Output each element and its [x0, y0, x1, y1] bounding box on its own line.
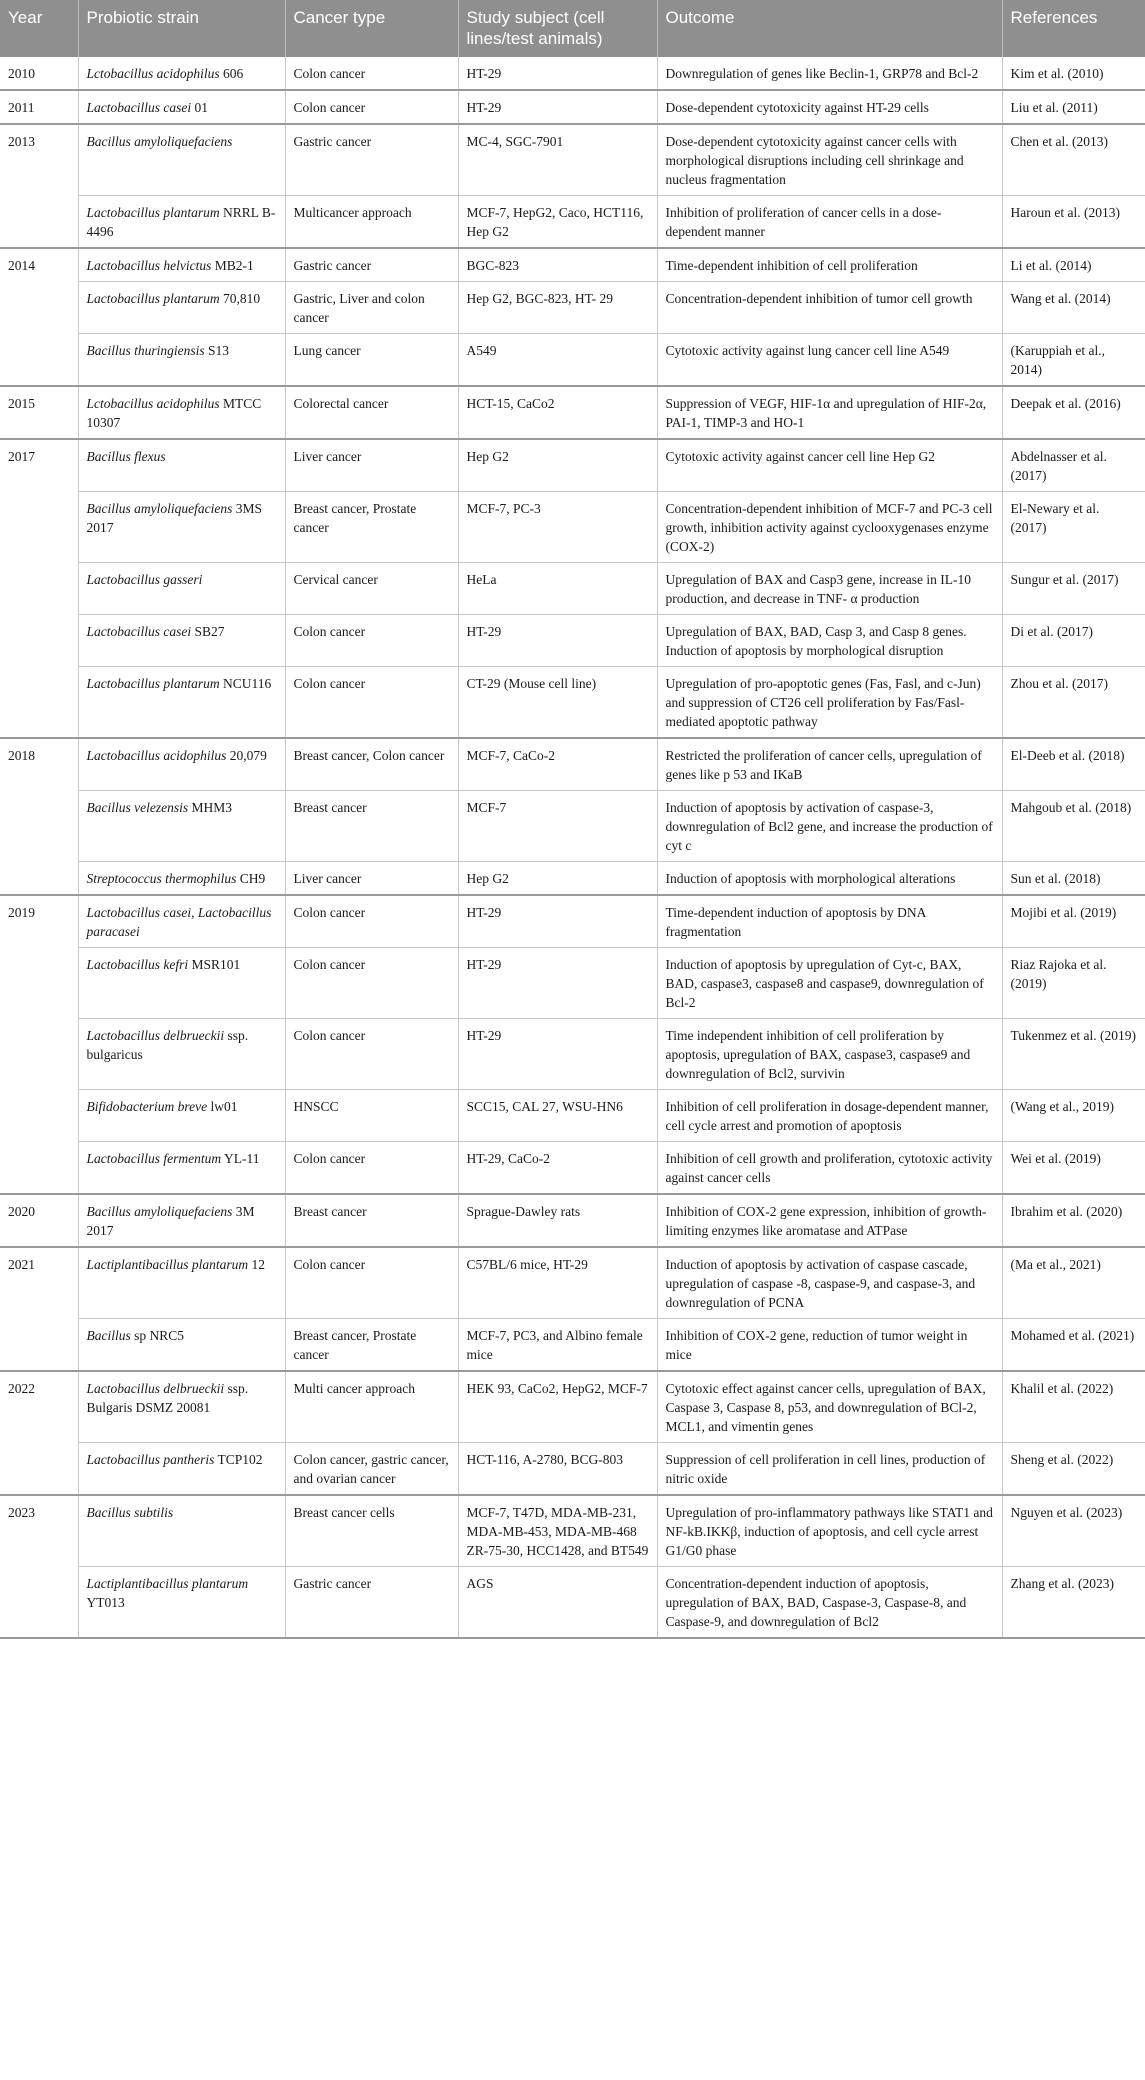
table-row — [0, 57, 1145, 90]
study-subject-cell: CT-29 (Mouse cell line) — [458, 667, 657, 739]
strain-species: Bacillus subtilis — [86, 1505, 174, 1520]
table-row — [0, 124, 1145, 196]
cancer-type-cell: Breast cancer — [285, 1194, 458, 1247]
year-cell: 2021 — [0, 1247, 78, 1371]
year-cell: 2015 — [0, 386, 78, 439]
cancer-type-cell: Cervical cancer — [285, 563, 458, 615]
study-subject-cell: MC-4, SGC-7901 — [458, 124, 657, 196]
reference-cell: Zhang et al. (2023) — [1002, 1567, 1145, 1639]
strain-designation: 3M 2017 — [86, 1204, 255, 1238]
table-row — [0, 90, 1145, 124]
study-subject-cell: MCF-7, PC-3 — [458, 492, 657, 563]
study-subject-cell: HCT-15, CaCo2 — [458, 386, 657, 439]
strain-species: Lctobacillus acidophilus — [86, 66, 220, 81]
cancer-type-cell: Colon cancer — [285, 895, 458, 948]
reference-cell: Li et al. (2014) — [1002, 248, 1145, 282]
reference-cell: Deepak et al. (2016) — [1002, 386, 1145, 439]
strain-designation: NRRL B-4496 — [86, 205, 276, 239]
study-subject-cell: AGS — [458, 1567, 657, 1639]
strain-cell — [78, 895, 285, 948]
study-subject-cell: HT-29 — [458, 948, 657, 1019]
table-header-row — [0, 0, 1145, 57]
cancer-type-cell: Multi cancer approach — [285, 1371, 458, 1443]
strain-species: Lactobacillus acidophilus — [86, 748, 227, 763]
header-cancer-type: Cancer type — [285, 0, 458, 57]
table-row — [0, 248, 1145, 282]
strain-cell — [78, 615, 285, 667]
year-cell: 2018 — [0, 738, 78, 895]
table-row — [0, 1443, 1145, 1496]
strain-species: Bacillus amyloliquefaciens — [86, 1204, 233, 1219]
outcome-cell: Cytotoxic activity against lung cancer cell line A549 — [657, 334, 1002, 387]
strain-cell — [78, 738, 285, 791]
cancer-type-cell: Colon cancer — [285, 1019, 458, 1090]
study-subject-cell: HT-29 — [458, 615, 657, 667]
table-row — [0, 667, 1145, 739]
outcome-cell: Inhibition of cell growth and proliferation, cytotoxic activity against cancer cells — [657, 1142, 1002, 1195]
reference-cell: Mahgoub et al. (2018) — [1002, 791, 1145, 862]
year-cell: 2023 — [0, 1495, 78, 1638]
reference-cell: Wei et al. (2019) — [1002, 1142, 1145, 1195]
strain-designation: YL-11 — [221, 1151, 260, 1166]
strain-species: Lactobacillus plantarum — [86, 291, 220, 306]
study-subject-cell: BGC-823 — [458, 248, 657, 282]
strain-designation: ssp. Bulgaris DSMZ 20081 — [86, 1381, 249, 1415]
reference-cell: Khalil et al. (2022) — [1002, 1371, 1145, 1443]
table-row — [0, 1142, 1145, 1195]
study-subject-cell: HT-29 — [458, 90, 657, 124]
outcome-cell: Upregulation of pro-inflammatory pathways like STAT1 and NF-kB.IKKβ, induction of apoptosis, and cell cycle arrest G1/G0 phase — [657, 1495, 1002, 1567]
study-subject-cell: MCF-7, PC3, and Albino female mice — [458, 1319, 657, 1372]
strain-designation: 20,079 — [226, 748, 267, 763]
strain-species: Lactobacillus delbrueckii — [86, 1028, 225, 1043]
study-subject-cell: Hep G2 — [458, 862, 657, 896]
strain-species: Lactobacillus casei — [86, 100, 192, 115]
cancer-type-cell: Gastric, Liver and colon cancer — [285, 282, 458, 334]
strain-designation: 01 — [191, 100, 208, 115]
strain-designation: 12 — [248, 1257, 266, 1272]
outcome-cell: Concentration-dependent inhibition of tumor cell growth — [657, 282, 1002, 334]
study-subject-cell: Hep G2, BGC-823, HT- 29 — [458, 282, 657, 334]
reference-cell: (Karuppiah et al., 2014) — [1002, 334, 1145, 387]
outcome-cell: Induction of apoptosis by activation of caspase-3, downregulation of Bcl2 gene, and increase the production of cyt c — [657, 791, 1002, 862]
outcome-cell: Inhibition of COX-2 gene, reduction of tumor weight in mice — [657, 1319, 1002, 1372]
cancer-type-cell: Multicancer approach — [285, 196, 458, 249]
strain-species: Bacillus flexus — [86, 449, 166, 464]
study-subject-cell: HT-29, CaCo-2 — [458, 1142, 657, 1195]
strain-cell — [78, 563, 285, 615]
strain-species: Lactobacillus plantarum — [86, 676, 220, 691]
reference-cell: Wang et al. (2014) — [1002, 282, 1145, 334]
reference-cell: El-Deeb et al. (2018) — [1002, 738, 1145, 791]
table-row — [0, 1319, 1145, 1372]
reference-cell: Haroun et al. (2013) — [1002, 196, 1145, 249]
outcome-cell: Upregulation of BAX and Casp3 gene, increase in IL-10 production, and decrease in TNF- α production — [657, 563, 1002, 615]
study-subject-cell: Hep G2 — [458, 439, 657, 492]
outcome-cell: Time-dependent induction of apoptosis by DNA fragmentation — [657, 895, 1002, 948]
table-row — [0, 334, 1145, 387]
strain-designation: YT013 — [86, 1595, 125, 1610]
outcome-cell: Suppression of VEGF, HIF-1α and upregulation of HIF-2α, PAI-1, TIMP-3 and HO-1 — [657, 386, 1002, 439]
table-row — [0, 196, 1145, 249]
header-strain: Probiotic strain — [78, 0, 285, 57]
table-row — [0, 386, 1145, 439]
cancer-type-cell: Colon cancer — [285, 948, 458, 1019]
strain-designation: MSR101 — [188, 957, 241, 972]
study-subject-cell: MCF-7, HepG2, Caco, HCT116, Hep G2 — [458, 196, 657, 249]
strain-designation: 606 — [219, 66, 244, 81]
table-row — [0, 282, 1145, 334]
study-subject-cell: MCF-7, CaCo-2 — [458, 738, 657, 791]
cancer-type-cell: Colon cancer — [285, 1142, 458, 1195]
reference-cell: Tukenmez et al. (2019) — [1002, 1019, 1145, 1090]
table-body — [0, 57, 1145, 1638]
strain-designation: sp NRC5 — [130, 1328, 185, 1343]
strain-species: Bacillus velezensis — [86, 800, 189, 815]
cancer-type-cell: HNSCC — [285, 1090, 458, 1142]
strain-cell — [78, 862, 285, 896]
strain-cell — [78, 492, 285, 563]
year-cell: 2017 — [0, 439, 78, 738]
strain-species: Lactobacillus casei — [86, 624, 192, 639]
strain-designation: CH9 — [236, 871, 266, 886]
study-subject-cell: MCF-7, T47D, MDA-MB-231, MDA-MB-453, MDA-MB-468 ZR-75-30, HCC1428, and BT549 — [458, 1495, 657, 1567]
table-row — [0, 738, 1145, 791]
year-cell: 2019 — [0, 895, 78, 1194]
table-row — [0, 563, 1145, 615]
strain-species: Lactobacillus casei, Lactobacillus paracasei — [86, 905, 272, 939]
outcome-cell: Induction of apoptosis by upregulation of Cyt-c, BAX, BAD, caspase3, caspase8 and caspase9, downregulation of Bcl-2 — [657, 948, 1002, 1019]
cancer-type-cell: Colon cancer — [285, 615, 458, 667]
reference-cell: Sun et al. (2018) — [1002, 862, 1145, 896]
strain-cell — [78, 1142, 285, 1195]
strain-cell — [78, 1371, 285, 1443]
study-subject-cell: Sprague-Dawley rats — [458, 1194, 657, 1247]
outcome-cell: Time independent inhibition of cell proliferation by apoptosis, upregulation of BAX, caspase3, caspase9 and downregulation of Bcl2, survivin — [657, 1019, 1002, 1090]
strain-species: Bacillus thuringiensis — [86, 343, 205, 358]
reference-cell: Chen et al. (2013) — [1002, 124, 1145, 196]
cancer-type-cell: Liver cancer — [285, 862, 458, 896]
year-cell: 2014 — [0, 248, 78, 386]
strain-cell — [78, 1090, 285, 1142]
outcome-cell: Induction of apoptosis by activation of caspase cascade, upregulation of caspase -8, caspase-9, and caspase-3, and downregulation of PCNA — [657, 1247, 1002, 1319]
strain-cell — [78, 1495, 285, 1567]
cancer-type-cell: Colon cancer, gastric cancer, and ovarian cancer — [285, 1443, 458, 1496]
year-cell: 2013 — [0, 124, 78, 248]
cancer-type-cell: Colon cancer — [285, 667, 458, 739]
strain-species: Lctobacillus acidophilus — [86, 396, 220, 411]
table-row — [0, 1567, 1145, 1639]
strain-species: Lactobacillus gasseri — [86, 572, 203, 587]
strain-cell — [78, 948, 285, 1019]
reference-cell: El-Newary et al. (2017) — [1002, 492, 1145, 563]
cancer-type-cell: Breast cancer, Prostate cancer — [285, 1319, 458, 1372]
reference-cell: Liu et al. (2011) — [1002, 90, 1145, 124]
strain-species: Bacillus amyloliquefaciens — [86, 501, 233, 516]
reference-cell: Sheng et al. (2022) — [1002, 1443, 1145, 1496]
reference-cell: Nguyen et al. (2023) — [1002, 1495, 1145, 1567]
reference-cell: Zhou et al. (2017) — [1002, 667, 1145, 739]
reference-cell: Di et al. (2017) — [1002, 615, 1145, 667]
strain-designation: MB2-1 — [211, 258, 254, 273]
year-cell: 2010 — [0, 57, 78, 90]
year-cell: 2020 — [0, 1194, 78, 1247]
strain-cell — [78, 1019, 285, 1090]
strain-species: Lactobacillus pantheris — [86, 1452, 215, 1467]
cancer-type-cell: Breast cancer, Prostate cancer — [285, 492, 458, 563]
outcome-cell: Restricted the proliferation of cancer cells, upregulation of genes like p 53 and IKaB — [657, 738, 1002, 791]
cancer-type-cell: Lung cancer — [285, 334, 458, 387]
cancer-type-cell: Breast cancer — [285, 791, 458, 862]
table-row — [0, 439, 1145, 492]
outcome-cell: Suppression of cell proliferation in cell lines, production of nitric oxide — [657, 1443, 1002, 1496]
outcome-cell: Upregulation of pro-apoptotic genes (Fas, Fasl, and c-Jun) and suppression of CT26 cell proliferation by Fas/Fasl-mediated apoptotic pathway — [657, 667, 1002, 739]
strain-designation: ssp. bulgaricus — [86, 1028, 249, 1062]
strain-species: Lactobacillus fermentum — [86, 1151, 222, 1166]
table-row — [0, 1371, 1145, 1443]
outcome-cell: Dose-dependent cytotoxicity against HT-29 cells — [657, 90, 1002, 124]
strain-cell — [78, 196, 285, 249]
study-subject-cell: C57BL/6 mice, HT-29 — [458, 1247, 657, 1319]
table-row — [0, 948, 1145, 1019]
table-row — [0, 1247, 1145, 1319]
strain-designation: MHM3 — [188, 800, 232, 815]
strain-species: Lactobacillus helvictus — [86, 258, 212, 273]
year-cell: 2011 — [0, 90, 78, 124]
header-references: References — [1002, 0, 1145, 57]
strain-species: Bifidobacterium breve — [86, 1099, 208, 1114]
outcome-cell: Downregulation of genes like Beclin-1, GRP78 and Bcl-2 — [657, 57, 1002, 90]
table-row — [0, 492, 1145, 563]
strain-cell — [78, 1443, 285, 1496]
cancer-type-cell: Gastric cancer — [285, 124, 458, 196]
reference-cell: Sungur et al. (2017) — [1002, 563, 1145, 615]
outcome-cell: Time-dependent inhibition of cell proliferation — [657, 248, 1002, 282]
study-subject-cell: HT-29 — [458, 1019, 657, 1090]
strain-cell — [78, 386, 285, 439]
table-row — [0, 895, 1145, 948]
strain-cell — [78, 1247, 285, 1319]
cancer-type-cell: Gastric cancer — [285, 1567, 458, 1639]
cancer-type-cell: Liver cancer — [285, 439, 458, 492]
strain-designation: SB27 — [191, 624, 225, 639]
strain-cell — [78, 334, 285, 387]
table-row — [0, 615, 1145, 667]
strain-cell — [78, 1194, 285, 1247]
strain-species: Lactobacillus plantarum — [86, 205, 220, 220]
outcome-cell: Inhibition of proliferation of cancer cells in a dose-dependent manner — [657, 196, 1002, 249]
cancer-type-cell: Colon cancer — [285, 90, 458, 124]
strain-designation: S13 — [204, 343, 230, 358]
outcome-cell: Cytotoxic effect against cancer cells, upregulation of BAX, Caspase 3, Caspase 8, p53, and downregulation of BCl-2, MCL1, and vimentin genes — [657, 1371, 1002, 1443]
strain-cell — [78, 1567, 285, 1639]
strain-cell — [78, 124, 285, 196]
strain-designation: MTCC 10307 — [86, 396, 262, 430]
strain-designation: TCP102 — [214, 1452, 263, 1467]
strain-designation: 3MS 2017 — [86, 501, 262, 535]
strain-cell — [78, 57, 285, 90]
strain-species: Lactobacillus delbrueckii — [86, 1381, 225, 1396]
study-subject-cell: HEK 93, CaCo2, HepG2, MCF-7 — [458, 1371, 657, 1443]
table-row — [0, 1090, 1145, 1142]
strain-cell — [78, 667, 285, 739]
strain-species: Lactiplantibacillus plantarum — [86, 1576, 249, 1591]
table-row — [0, 1495, 1145, 1567]
study-subject-cell: MCF-7 — [458, 791, 657, 862]
reference-cell: Kim et al. (2010) — [1002, 57, 1145, 90]
strain-cell — [78, 282, 285, 334]
strain-cell — [78, 248, 285, 282]
outcome-cell: Dose-dependent cytotoxicity against cancer cells with morphological disruptions including cell shrinkage and nucleus fragmentation — [657, 124, 1002, 196]
header-study-subject: Study subject (cell lines/test animals) — [458, 0, 657, 57]
header-year: Year — [0, 0, 78, 57]
strain-cell — [78, 1319, 285, 1372]
outcome-cell: Concentration-dependent induction of apoptosis, upregulation of BAX, BAD, Caspase-3, Caspase-8, and Caspase-9, and downregulation of Bcl2 — [657, 1567, 1002, 1639]
strain-species: Lactiplantibacillus plantarum — [86, 1257, 249, 1272]
table-row — [0, 791, 1145, 862]
study-subject-cell: HCT-116, A-2780, BCG-803 — [458, 1443, 657, 1496]
cancer-type-cell: Colon cancer — [285, 1247, 458, 1319]
cancer-type-cell: Colon cancer — [285, 57, 458, 90]
reference-cell: (Wang et al., 2019) — [1002, 1090, 1145, 1142]
reference-cell: Abdelnasser et al. (2017) — [1002, 439, 1145, 492]
reference-cell: Mohamed et al. (2021) — [1002, 1319, 1145, 1372]
strain-cell — [78, 791, 285, 862]
table-row — [0, 1194, 1145, 1247]
study-subject-cell: HeLa — [458, 563, 657, 615]
table-row — [0, 1019, 1145, 1090]
header-outcome: Outcome — [657, 0, 1002, 57]
reference-cell: (Ma et al., 2021) — [1002, 1247, 1145, 1319]
table-row — [0, 862, 1145, 896]
outcome-cell: Inhibition of COX-2 gene expression, inhibition of growth-limiting enzymes like aromatase and ATPase — [657, 1194, 1002, 1247]
outcome-cell: Concentration-dependent inhibition of MCF-7 and PC-3 cell growth, inhibition activity against cyclooxygenases enzyme (COX-2) — [657, 492, 1002, 563]
study-subject-cell: HT-29 — [458, 57, 657, 90]
strain-cell — [78, 90, 285, 124]
strain-designation: lw01 — [207, 1099, 238, 1114]
outcome-cell: Cytotoxic activity against cancer cell line Hep G2 — [657, 439, 1002, 492]
outcome-cell: Inhibition of cell proliferation in dosage-dependent manner, cell cycle arrest and promotion of apoptosis — [657, 1090, 1002, 1142]
study-subject-cell: HT-29 — [458, 895, 657, 948]
outcome-cell: Induction of apoptosis with morphological alterations — [657, 862, 1002, 896]
study-subject-cell: A549 — [458, 334, 657, 387]
strain-cell — [78, 439, 285, 492]
cancer-type-cell: Gastric cancer — [285, 248, 458, 282]
strain-designation: NCU116 — [219, 676, 272, 691]
cancer-type-cell: Breast cancer cells — [285, 1495, 458, 1567]
strain-species: Streptococcus thermophilus — [86, 871, 237, 886]
cancer-type-cell: Breast cancer, Colon cancer — [285, 738, 458, 791]
study-subject-cell: SCC15, CAL 27, WSU-HN6 — [458, 1090, 657, 1142]
strain-designation: 70,810 — [219, 291, 261, 306]
strain-species: Bacillus — [86, 1328, 131, 1343]
reference-cell: Riaz Rajoka et al. (2019) — [1002, 948, 1145, 1019]
reference-cell: Ibrahim et al. (2020) — [1002, 1194, 1145, 1247]
strain-species: Bacillus amyloliquefaciens — [86, 134, 233, 149]
outcome-cell: Upregulation of BAX, BAD, Casp 3, and Casp 8 genes. Induction of apoptosis by morphological disruption — [657, 615, 1002, 667]
strain-species: Lactobacillus kefri — [86, 957, 189, 972]
reference-cell: Mojibi et al. (2019) — [1002, 895, 1145, 948]
year-cell: 2022 — [0, 1371, 78, 1495]
cancer-type-cell: Colorectal cancer — [285, 386, 458, 439]
